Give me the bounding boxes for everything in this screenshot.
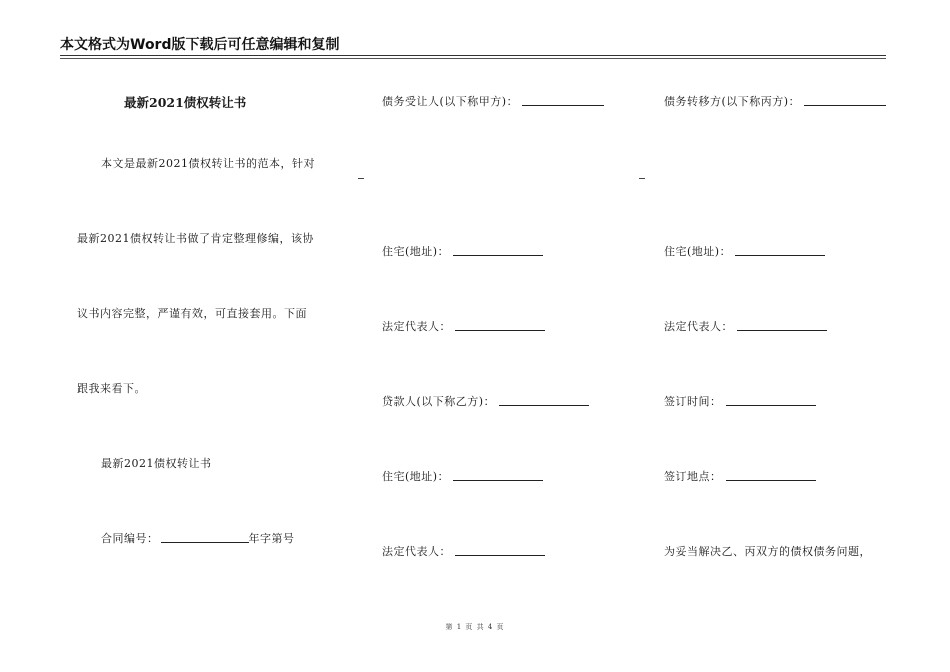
representative-blank-3[interactable]	[737, 320, 827, 331]
address-blank-3[interactable]	[735, 245, 825, 256]
representative-line-1	[382, 318, 545, 334]
contract-number-label: 合同编号：	[101, 532, 159, 545]
transferor-blank[interactable]	[804, 95, 886, 106]
representative-line-3	[664, 318, 827, 334]
contract-number-line	[101, 530, 295, 546]
lender-line	[382, 393, 589, 409]
document-title: 最新2021债权转让书	[124, 95, 247, 110]
sign-place-blank[interactable]	[726, 470, 816, 481]
sign-time-label: 签订时间：	[664, 395, 722, 408]
dash-mark	[358, 178, 364, 179]
section-subtitle: 最新2021债权转让书	[101, 457, 212, 470]
document-header	[60, 34, 886, 56]
representative-line-2	[382, 543, 545, 559]
assignee-label: 债务受让人(以下称甲方)：	[382, 95, 519, 108]
page-footer	[0, 622, 950, 632]
representative-label-2: 法定代表人：	[382, 545, 451, 558]
intro-paragraph-line-4: 跟我来看下。	[77, 382, 146, 395]
assignee-blank[interactable]	[522, 95, 604, 106]
transferor-line	[664, 93, 886, 109]
address-line-1	[382, 243, 543, 259]
address-label-1: 住宅(地址)：	[382, 245, 450, 258]
sign-place-line	[664, 468, 816, 484]
page-number: 第 1 页 共 4 页	[445, 623, 505, 631]
address-line-3	[664, 243, 825, 259]
representative-blank-1[interactable]	[455, 320, 545, 331]
closing-text: 为妥当解决乙、丙双方的债权债务问题，	[664, 545, 871, 558]
lender-label: 贷款人(以下称乙方)：	[382, 395, 496, 408]
contract-number-blank[interactable]	[161, 532, 249, 543]
transferor-label: 债务转移方(以下称丙方)：	[664, 95, 801, 108]
representative-label-1: 法定代表人：	[382, 320, 451, 333]
contract-number-suffix: 年字第号	[248, 532, 295, 545]
sign-time-blank[interactable]	[726, 395, 816, 406]
header-title: 本文格式为Word版下载后可任意编辑和复制	[60, 37, 340, 53]
address-label-2: 住宅(地址)：	[382, 470, 450, 483]
sign-place-label: 签订地点：	[664, 470, 722, 483]
dash-mark	[639, 178, 645, 179]
lender-blank[interactable]	[499, 395, 589, 406]
representative-blank-2[interactable]	[455, 545, 545, 556]
assignee-line	[382, 93, 604, 109]
intro-paragraph-line-1: 本文是最新2021债权转让书的范本，针对	[101, 157, 315, 170]
representative-label-3: 法定代表人：	[664, 320, 733, 333]
address-label-3: 住宅(地址)：	[664, 245, 732, 258]
intro-paragraph-line-3: 议书内容完整，严谨有效，可直接套用。下面	[77, 307, 307, 320]
intro-paragraph-line-2: 最新2021债权转让书做了肯定整理修编，该协	[77, 232, 314, 245]
address-line-2	[382, 468, 543, 484]
address-blank-2[interactable]	[453, 470, 543, 481]
sign-time-line	[664, 393, 816, 409]
address-blank-1[interactable]	[453, 245, 543, 256]
